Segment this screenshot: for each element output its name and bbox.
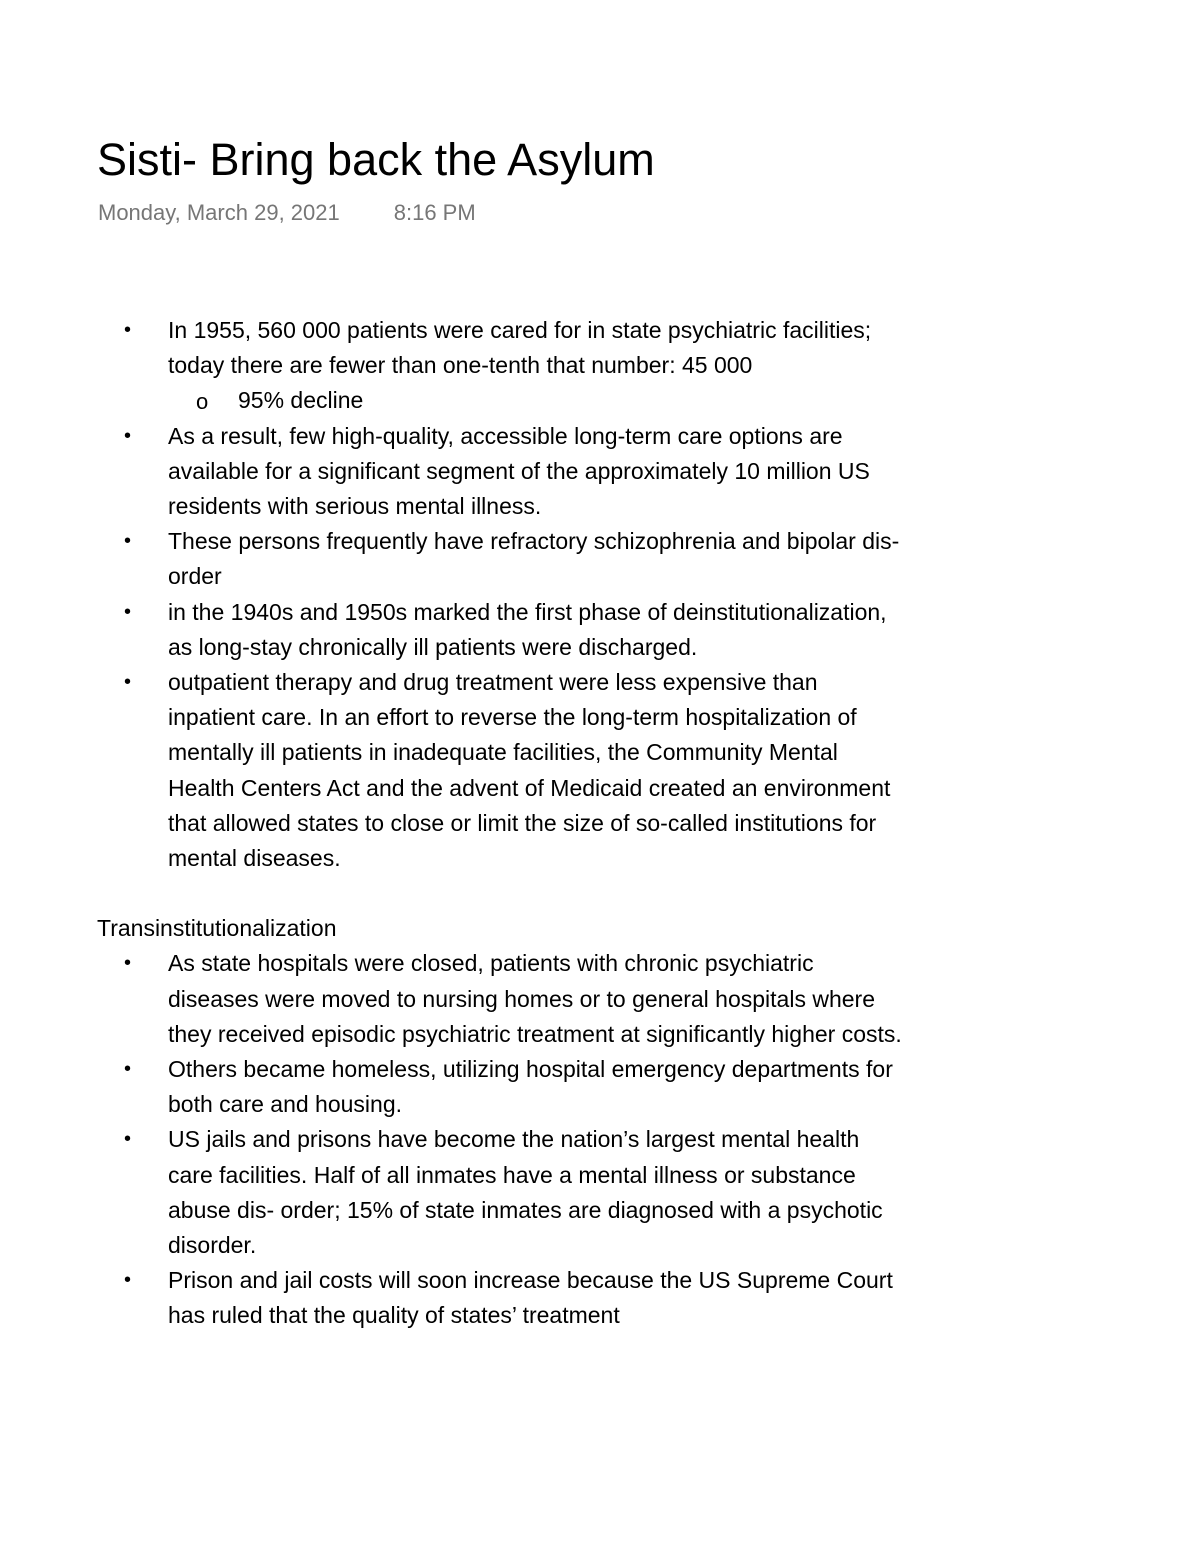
bullet-icon: •: [124, 671, 132, 694]
list-item: [0, 946, 908, 1052]
sub-list-item: [0, 383, 938, 418]
list-item-text: Prison and jail costs will soon increase because the US Supreme Court has ruled that the quality of states’ treatment: [168, 1267, 893, 1329]
bullet-icon: •: [124, 319, 132, 341]
page-title: Sisti- Bring back the Asylum: [97, 134, 655, 185]
list-item: [0, 1052, 908, 1122]
list-item-text: As state hospitals were closed, patients with chronic psychiatric diseases were moved to nursing homes or to general hospitals where they received episodic psychiatric treatment at significantly higher costs.: [168, 950, 902, 1047]
list-item: [0, 595, 908, 665]
bullet-icon: •: [124, 952, 132, 975]
list-item-text: US jails and prisons have become the nation’s largest mental health care facilities. Half of all inmates have a mental illness or substance abuse dis- order; 15% of state inmates are diagnosed with a psychotic disorder.: [168, 1126, 883, 1259]
list-item: [0, 524, 908, 594]
note-metadata: [98, 198, 476, 228]
list-item: [0, 1263, 908, 1333]
list-item: [0, 419, 908, 525]
list-item-text: In 1955, 560 000 patients were cared for in state psychiatric facilities; today there are fewer than one-tenth that number: 45 000: [168, 317, 872, 379]
list-item: [0, 665, 908, 876]
list-item-text: in the 1940s and 1950s marked the first phase of deinstitutionalization, as long-stay chronically ill patients were discharged.: [168, 598, 887, 660]
sub-bullet-icon: o: [196, 389, 209, 415]
bullet-icon: •: [124, 600, 132, 623]
list-item-text: As a result, few high-quality, accessible long-term care options are available for a significant segment of the approximately 10 million US residents with serious mental illness.: [168, 422, 870, 520]
note-body: [0, 313, 1200, 1334]
list-item: [0, 1122, 908, 1263]
bullet-list: [0, 313, 1200, 876]
note-time: 8:16 PM: [393, 200, 476, 225]
list-item: [0, 313, 908, 419]
bullet-icon: •: [124, 1058, 132, 1081]
list-item-text: Others became homeless, utilizing hospital emergency departments for both care and housing.: [168, 1056, 893, 1118]
bullet-icon: •: [124, 424, 132, 447]
bullet-icon: •: [124, 530, 132, 553]
note-date: Monday, March 29, 2021: [98, 200, 340, 225]
list-item-text: outpatient therapy and drug treatment were less expensive than inpatient care. In an effort to reverse the long-term hospitalization of mentally ill patients in inadequate facilities, the Community Mental Health Centers Act and the advent of Medicaid created an environment that allowed states to close or limit the size of so-called institutions for mental diseases.: [168, 669, 891, 872]
bullet-list: [0, 946, 1200, 1333]
bullet-icon: •: [124, 1128, 132, 1151]
sub-list-item-text: 95% decline: [238, 387, 364, 414]
list-item-text: These persons frequently have refractory schizophrenia and bipolar dis- order: [168, 528, 900, 590]
section-heading: Transinstitutionalization: [97, 915, 337, 942]
sub-bullet-list: [168, 383, 908, 418]
bullet-icon: •: [124, 1269, 132, 1292]
